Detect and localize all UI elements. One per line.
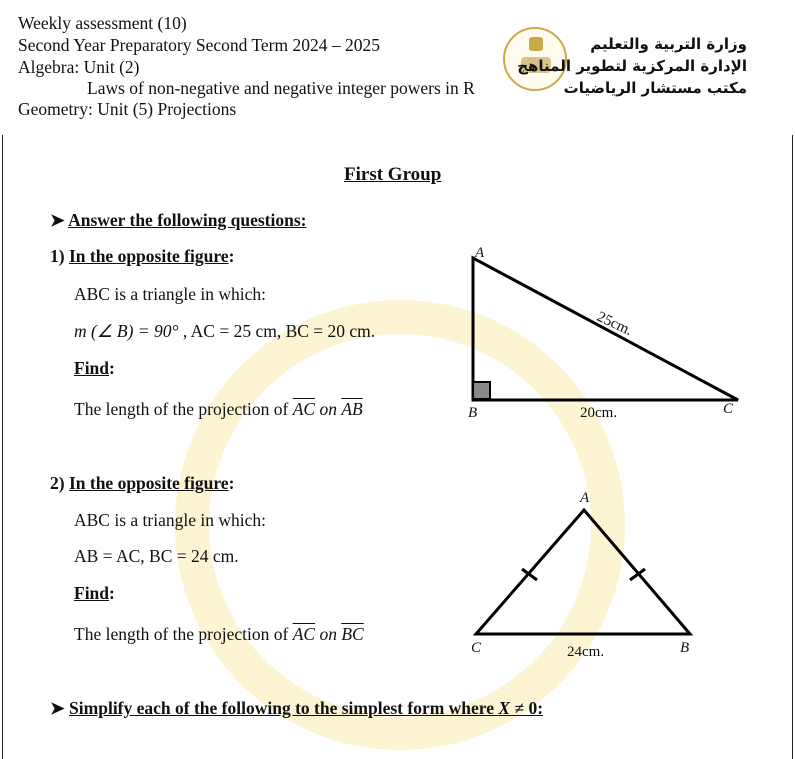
base-label: 20cm. (580, 405, 618, 421)
header-line: Laws of non-negative and negative integer powers in R (87, 78, 475, 98)
arrow-bullet-icon: ➤ (50, 698, 70, 718)
vertex-label-b: B (468, 405, 478, 421)
vertex-label-c: C (471, 640, 482, 656)
colon: : (109, 583, 115, 603)
section-text: Answer the following questions: (68, 210, 307, 230)
colon: : (228, 246, 235, 266)
proj-text: The length of the projection of (74, 624, 289, 644)
arabic-line: مكتب مستشار الرياضيات (563, 79, 747, 97)
line: $\overline{BC}$ (341, 624, 364, 644)
line: $\overline{AB}$ (341, 399, 363, 419)
q-title: In the opposite figure (68, 473, 229, 493)
find-label: Find (74, 583, 110, 603)
on: on (319, 624, 337, 644)
segment: $\overline{AC}$ (292, 624, 316, 644)
vertex-label-a: A (475, 245, 485, 261)
colon: : (228, 473, 235, 493)
q-num: 2) (50, 473, 65, 493)
arabic-line: الإدارة المركزية لتطوير المناهج (517, 57, 747, 75)
vertex-label-b: B (680, 640, 690, 656)
hypotenuse-label: 25cm. (594, 308, 635, 340)
lengths: , AC = 25 cm, BC = 20 cm. (182, 321, 376, 341)
vertex-label-a: A (580, 490, 590, 506)
base-label: 24cm. (567, 644, 605, 660)
colon: : (109, 358, 115, 378)
arrow-bullet-icon: ➤ (50, 210, 69, 230)
header-line: Geometry: Unit (5) Projections (18, 99, 237, 119)
right-angle-marker (473, 382, 490, 399)
vertex-label-c: C (723, 401, 734, 417)
q2-line2: AB = AC, BC = 24 cm. (74, 546, 239, 566)
group-title: First Group (344, 164, 442, 185)
angle-b: m (∠ B) = 90° (74, 321, 179, 341)
find-label: Find (74, 358, 110, 378)
q-num: 1) (50, 246, 65, 266)
cond: ≠ 0: (514, 698, 544, 718)
proj-text: The length of the projection of (74, 399, 289, 419)
section2-text: Simplify each of the following to the simplest form where (69, 698, 495, 718)
var: X (498, 698, 511, 718)
isosceles-triangle-figure (476, 510, 690, 634)
triangle-abc-2 (476, 510, 690, 634)
header-line: Second Year Preparatory Second Term 2024 – 2025 (18, 35, 380, 55)
on: on (319, 399, 337, 419)
q2-line1: ABC is a triangle in which: (74, 510, 266, 530)
header-line: Algebra: Unit (2) (18, 57, 140, 77)
q-title: In the opposite figure (68, 246, 229, 266)
arabic-line: وزارة التربية والتعليم (590, 35, 747, 53)
q1-line1: ABC is a triangle in which: (74, 284, 266, 304)
header-line: Weekly assessment (10) (18, 13, 187, 33)
segment: $\overline{AC}$ (292, 399, 316, 419)
